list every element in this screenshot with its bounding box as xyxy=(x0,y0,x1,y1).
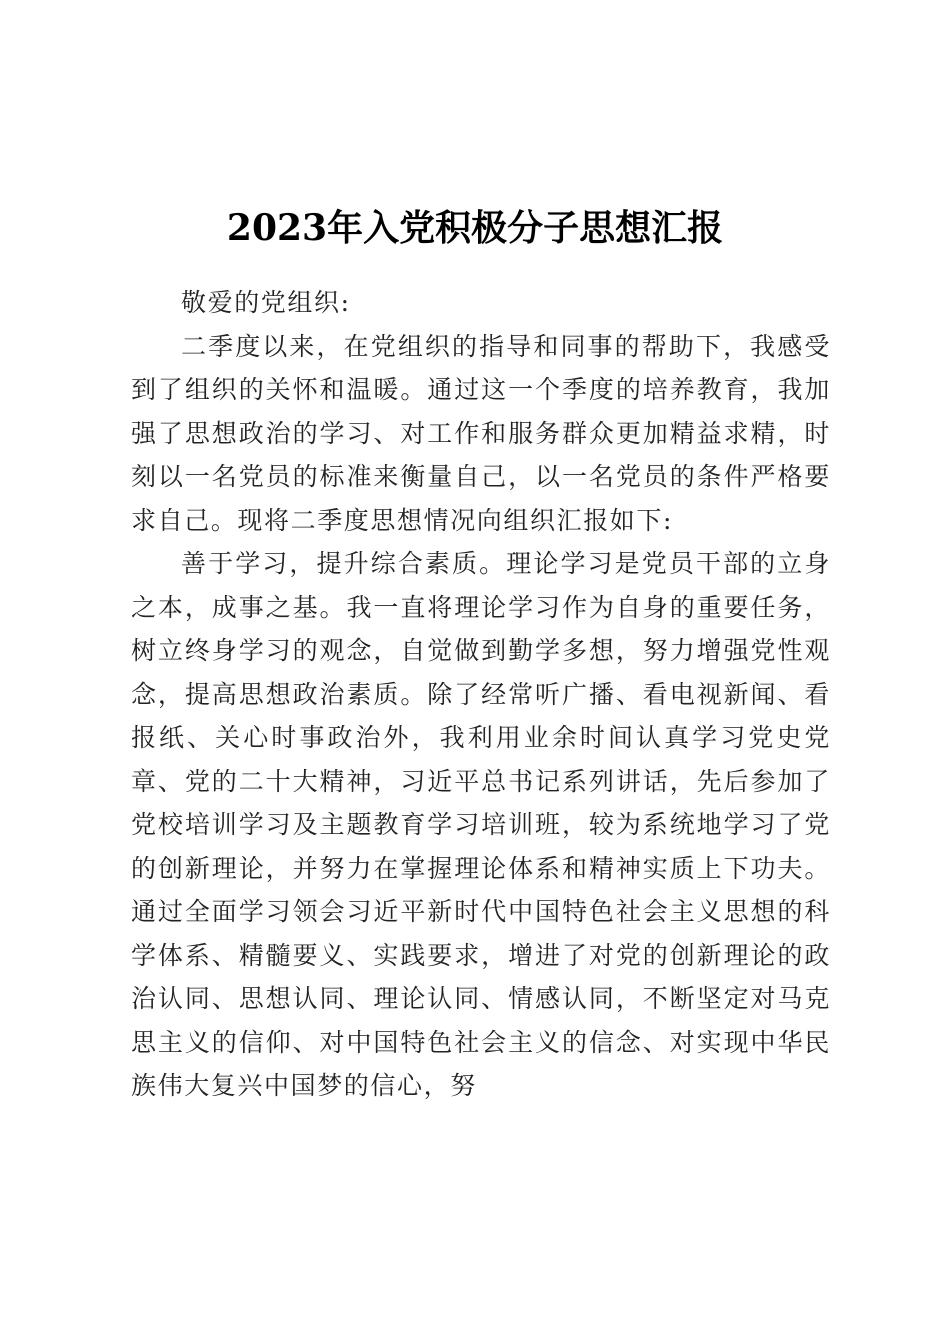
document-body xyxy=(131,281,831,1108)
paragraph: 善于学习，提升综合素质。理论学习是党员干部的立身之本，成事之基。我一直将理论学习作为自身的重要任务，树立终身学习的观念，自觉做到勤学多想，努力增强党性观念，提高思想政治素质。除了经常听广播、看电视新闻、看报纸、关心时事政治外，我利用业余时间认真学习党史党章、党的二十大精神，习近平总书记系列讲话，先后参加了党校培训学习及主题教育学习培训班，较为系统地学习了党的创新理论，并努力在掌握理论体系和精神实质上下功夫。通过全面学习领会习近平新时代中国特色社会主义思想的科学体系、精髓要义、实践要求，增进了对党的创新理论的政治认同、思想认同、理论认同、情感认同，不断坚定对马克思主义的信仰、对中国特色社会主义的信念、对实现中华民族伟大复兴中国梦的信心，努 xyxy=(131,549,831,1100)
document-title: 2023年入党积极分子思想汇报 xyxy=(226,207,724,249)
paragraph: 二季度以来，在党组织的指导和同事的帮助下，我感受到了组织的关怀和温暖。通过这一个季度的培养教育，我加强了思想政治的学习、对工作和服务群众更加精益求精，时刻以一名党员的标准来衡量自己，以一名党员的条件严格要求自己。现将二季度思想情况向组织汇报如下: xyxy=(131,331,831,535)
salutation: 敬爱的党组织: xyxy=(181,288,351,317)
